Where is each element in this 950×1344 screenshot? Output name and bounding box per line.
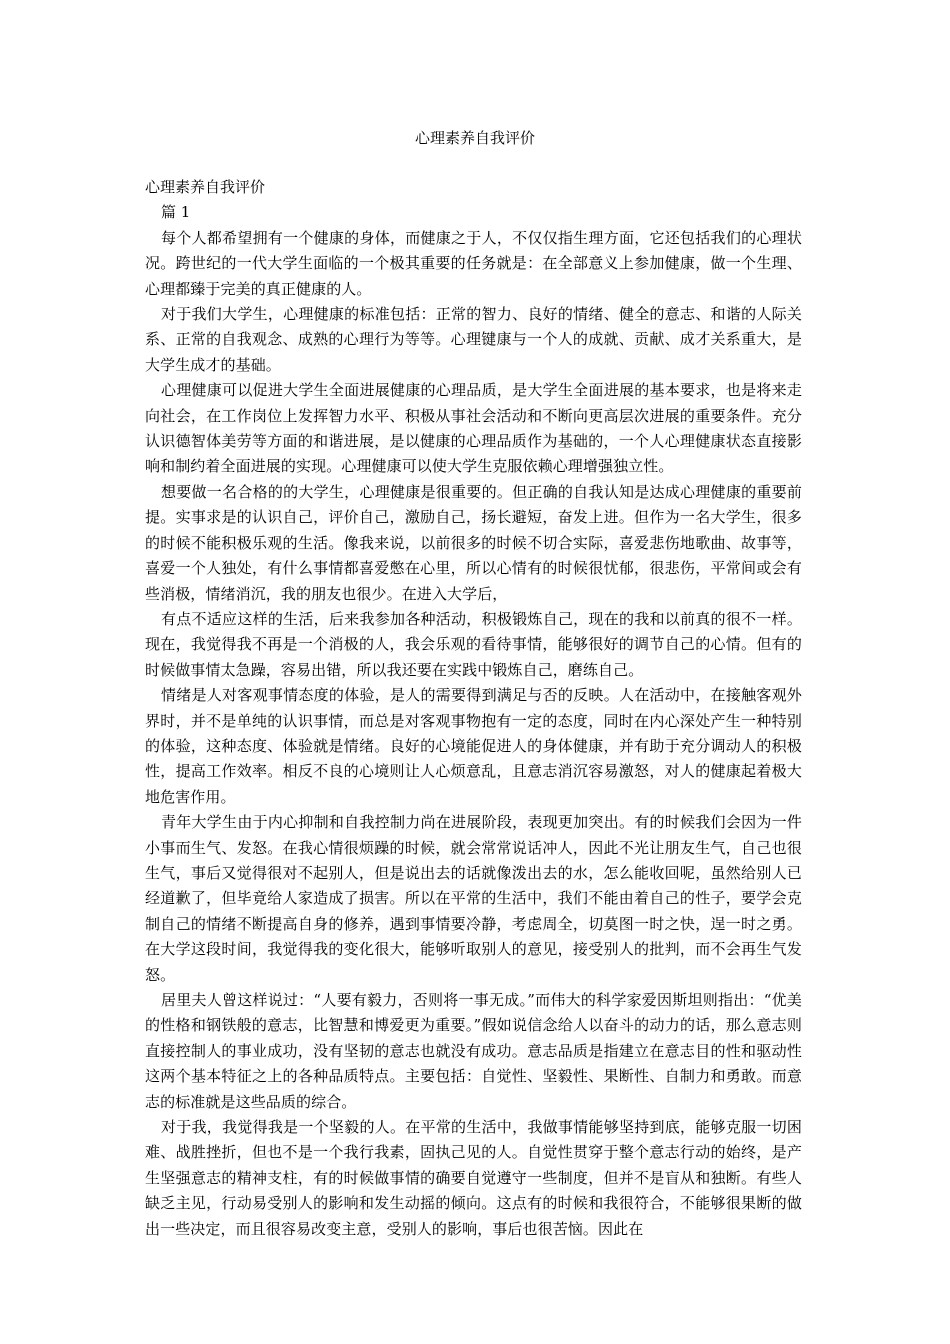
paragraph: 情绪是人对客观事情态度的体验，是人的需要得到满足与否的反映。人在活动中，在接触客观外界时，并不是单纯的认识事情，而总是对客观事物抱有一定的态度，同时在内心深处产生一种特别的体验，这种态度、体验就是情绪。良好的心境能促进人的身体健康，并有助于充分调动人的积极性，提高工作效率。相反不良的心境则让人心烦意乱，且意志消沉容易激怒，对人的健康起着极大地危害作用。 (145, 686, 802, 806)
document-body (145, 175, 802, 1242)
paragraph: 对于我，我觉得我是一个坚毅的人。在平常的生活中，我做事情能够坚持到底，能够克服一切困难、战胜挫折，但也不是一个我行我素，固执己见的人。自觉性贯穿于整个意志行动的始终，是产生坚强意志的精神支柱，有的时候做事情的确要自觉遵守一些制度，但并不是盲从和独断。有些人缺乏主见，行动易受别人的影响和发生动摇的倾向。这点有的时候和我很符合，不能够很果断的做出一些决定，而且很容易改变主意，受别人的影响，事后也很苦恼。因此在 (145, 1118, 802, 1238)
section-label: 篇 1 (161, 203, 191, 222)
paragraph: 心理健康可以促进大学生全面进展健康的心理品质，是大学生全面进展的基本要求，也是将来走向社会，在工作岗位上发挥智力水平、积极从事社会活动和不断向更高层次进展的重要条件。充分认识德智体美劳等方面的和谐进展，是以健康的心理品质作为基础的，一个人心理健康状态直接影响和制约着全面进展的实现。心理健康可以使大学生克服依赖心理增强独立性。 (145, 381, 802, 476)
paragraph: 每个人都希望拥有一个健康的身体，而健康之于人，不仅仅指生理方面，它还包括我们的心理状况。跨世纪的一代大学生面临的一个极其重要的任务就是：在全部意义上参加健康，做一个生理、心理都臻于完美的真正健康的人。 (145, 228, 802, 298)
paragraph: 青年大学生由于内心抑制和自我控制力尚在进展阶段，表现更加突出。有的时候我们会因为一件小事而生气、发怒。在我心情很烦躁的时候，就会常常说话冲人，因此不光让朋友生气，自己也很生气，事后又觉得很对不起别人，但是说出去的话就像泼出去的水，怎么能收回呢，虽然给别人已经道歉了，但毕竟给人家造成了损害。所以在平常的生活中，我们不能由着自己的性子，要学会克制自己的情绪不断提高自身的修养，遇到事情要冷静，考虑周全，切莫图一时之快，逞一时之勇。在大学这段时间，我觉得我的变化很大，能够听取别人的意见，接受别人的批判，而不会再生气发怒。 (145, 813, 802, 984)
document-subtitle: 心理素养自我评价 (145, 178, 266, 196)
paragraph: 有点不适应这样的生活，后来我参加各种活动，积极锻炼自己，现在的我和以前真的很不一样。现在，我觉得我不再是一个消极的人，我会乐观的看待事情，能够很好的调节自己的心情。但有的时候做事情太急躁，容易出错，所以我还要在实践中锻炼自己，磨练自己。 (145, 609, 802, 679)
page-title: 心理素养自我评价 (414, 129, 535, 147)
paragraph: 对于我们大学生，心理健康的标准包括：正常的智力、良好的情绪、健全的意志、和谐的人际关系、正常的自我观念、成熟的心理行为等等。心理键康与一个人的成就、贡献、成才关系重大，是大学生成才的基础。 (145, 305, 802, 374)
paragraph: 想要做一名合格的的大学生，心理健康是很重要的。但正确的自我认知是达成心理健康的重要前提。实事求是的认识自己，评价自己，激励自己，扬长避短，奋发上进。但作为一名大学生，很多的时候不能积极乐观的生活。像我来说，以前很多的时候不切合实际，喜爱悲伤地歌曲、故事等，喜爱一个人独处，有什么事情都喜爱憋在心里，所以心情有的时候很忧郁，很悲伤，平常间或会有些消极，情绪消沉，我的朋友也很少。在进入大学后， (145, 482, 802, 603)
paragraph: 居里夫人曾这样说过：“人要有毅力，否则将一事无成。”而伟大的科学家爱因斯坦则指出：“优美的性格和钢铁般的意志，比智慧和博爱更为重要。”假如说信念给人以奋斗的动力的话，那么意志则直接控制人的事业成功，没有坚韧的意志也就没有成功。意志品质是指建立在意志目的性和驱动性这两个基本特征之上的各种品质特点。主要包括：自觉性、坚毅性、果断性、自制力和勇敢。而意志的标准就是这些品质的综合。 (145, 991, 802, 1111)
